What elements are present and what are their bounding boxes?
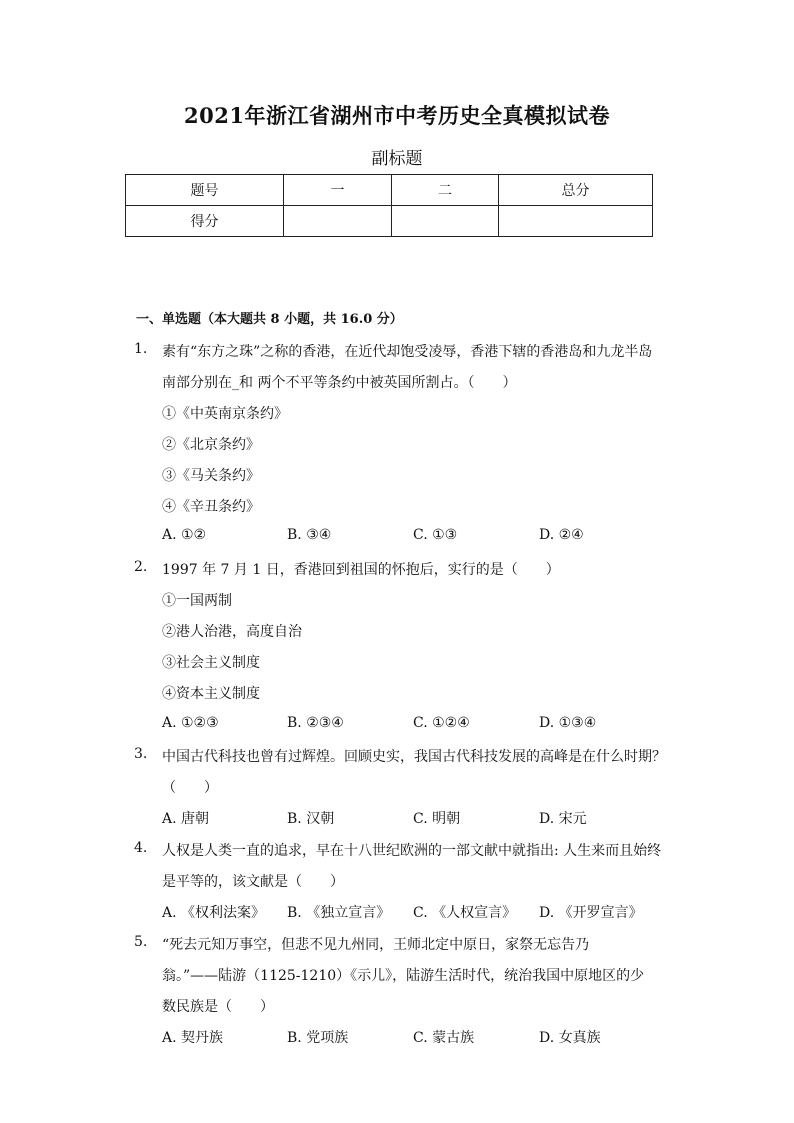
- question-text: 素有“东方之珠”之称的香港，在近代却饱受凌辱，香港下辖的香港岛和九龙半岛: [162, 344, 653, 360]
- score-table: [125, 174, 653, 237]
- score-cell: [392, 206, 499, 237]
- question-number: 3.: [134, 746, 148, 762]
- answer-option-c[interactable]: C. 《人权宣言》: [413, 905, 517, 921]
- score-table-score-row: [126, 206, 653, 237]
- answer-option-b[interactable]: B. 汉朝: [287, 811, 335, 827]
- page-subtitle: 副标题: [371, 149, 423, 169]
- answer-option-c[interactable]: C. ①②④: [413, 715, 470, 731]
- question-item: ①《中英南京条约》: [162, 406, 288, 422]
- answer-option-d[interactable]: D. ②④: [539, 527, 584, 543]
- answer-option-c[interactable]: C. ①③: [413, 527, 458, 543]
- answer-option-d[interactable]: D. ①③④: [539, 715, 597, 731]
- score-cell: [284, 206, 392, 237]
- question-number: 5.: [134, 934, 148, 950]
- question-item: ④资本主义制度: [162, 686, 260, 702]
- question-text: 数民族是（ ）: [162, 999, 274, 1015]
- answer-option-a[interactable]: A. ①②③: [162, 715, 219, 731]
- question-item: ③社会主义制度: [162, 655, 260, 671]
- answer-option-b[interactable]: B. ②③④: [287, 715, 344, 731]
- section-heading: 一、单选题（本大题共 8 小题，共 16.0 分）: [136, 312, 403, 327]
- answer-option-a[interactable]: A. 契丹族: [162, 1030, 224, 1046]
- answer-option-d[interactable]: D. 《开罗宣言》: [539, 905, 643, 921]
- question-text: 翁。”——陆游（1125-1210）《示儿》，陆游生活时代，统治我国中原地区的少: [162, 968, 645, 984]
- score-header-cell: 总分: [499, 175, 653, 206]
- score-header-cell: 一: [284, 175, 392, 206]
- question-text: 1997 年 7 月 1 日，香港回到祖国的怀抱后，实行的是（ ）: [162, 562, 560, 578]
- question-item: ③《马关条约》: [162, 468, 260, 484]
- answer-option-b[interactable]: B. 党项族: [287, 1030, 349, 1046]
- question-text: 中国古代科技也曾有过辉煌。回顾史实，我国古代科技发展的高峰是在什么时期？: [162, 749, 666, 765]
- page-title: 2021年浙江省湖州市中考历史全真模拟试卷: [184, 103, 610, 128]
- question-number: 4.: [134, 840, 148, 856]
- question-text: （ ）: [162, 780, 218, 796]
- answer-option-d[interactable]: D. 宋元: [539, 811, 587, 827]
- answer-option-a[interactable]: A. 唐朝: [162, 811, 210, 827]
- score-cell: [499, 206, 653, 237]
- answer-option-b[interactable]: B. ③④: [287, 527, 332, 543]
- question-number: 2.: [134, 559, 148, 575]
- question-text: 南部分别在_和 两个不平等条约中被英国所割占。（ ）: [162, 375, 517, 391]
- question-item: ②港人治港，高度自治: [162, 624, 302, 640]
- score-header-cell: 二: [392, 175, 499, 206]
- question-number: 1.: [134, 341, 148, 357]
- score-row-label: 得分: [126, 206, 284, 237]
- answer-option-b[interactable]: B. 《独立宣言》: [287, 905, 391, 921]
- answer-option-c[interactable]: C. 明朝: [413, 811, 461, 827]
- score-header-cell: 题号: [126, 175, 284, 206]
- question-item: ④《辛丑条约》: [162, 499, 260, 515]
- answer-option-d[interactable]: D. 女真族: [539, 1030, 601, 1046]
- score-table-header-row: [126, 175, 653, 206]
- question-text: 是平等的，该文献是（ ）: [162, 874, 344, 890]
- question-text: “死去元知万事空，但悲不见九州同，王师北定中原日，家祭无忘告乃: [162, 937, 590, 953]
- question-item: ①一国两制: [162, 593, 232, 609]
- question-item: ②《北京条约》: [162, 437, 260, 453]
- question-text: 人权是人类一直的追求，早在十八世纪欧洲的一部文献中就指出: 人生来而且始终: [162, 843, 662, 859]
- answer-option-c[interactable]: C. 蒙古族: [413, 1030, 475, 1046]
- answer-option-a[interactable]: A. ①②: [162, 527, 207, 543]
- answer-option-a[interactable]: A. 《权利法案》: [162, 905, 266, 921]
